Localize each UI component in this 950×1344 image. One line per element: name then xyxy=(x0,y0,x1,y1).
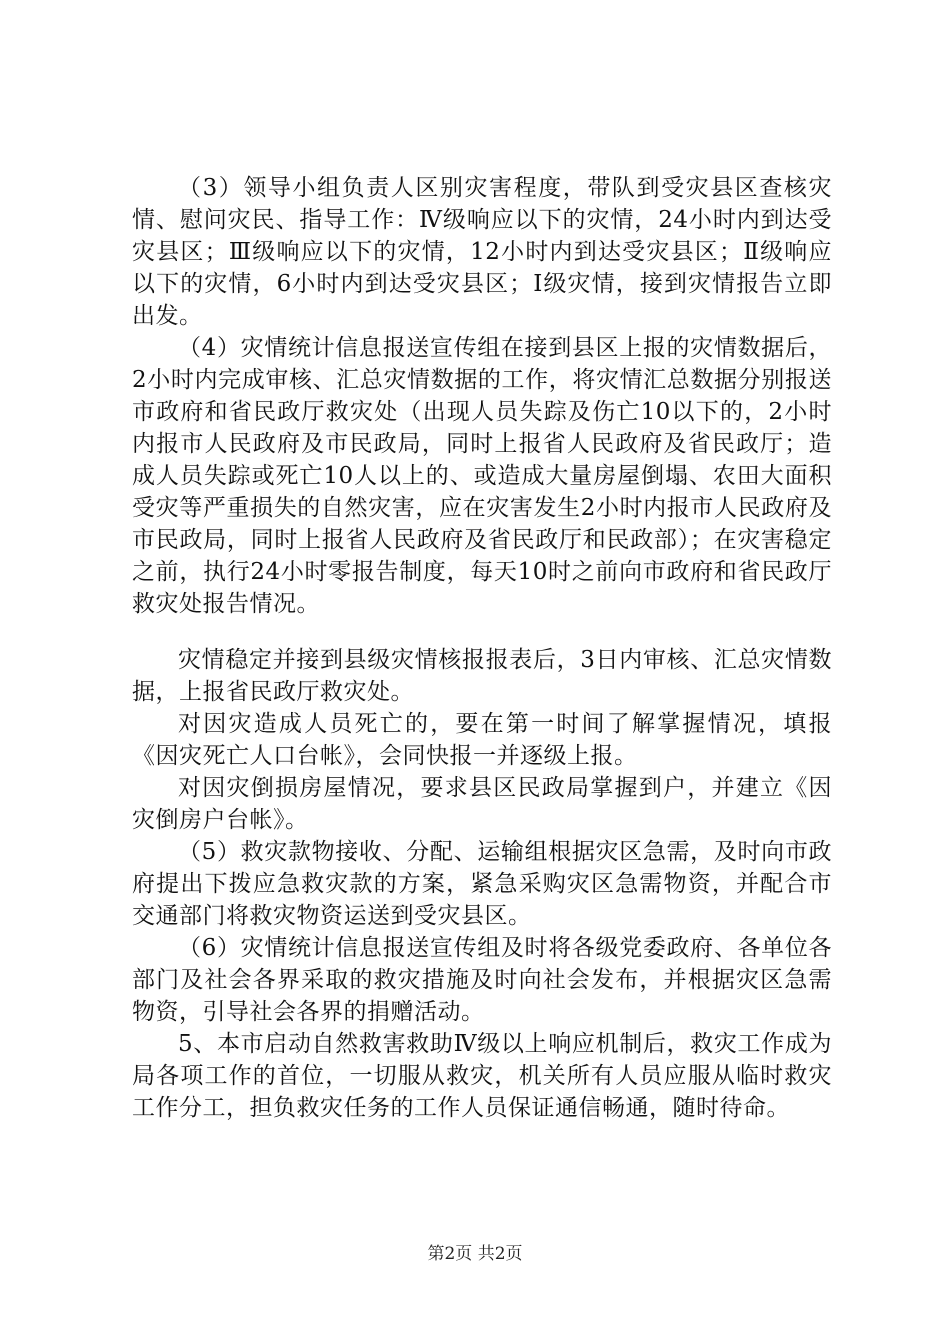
paragraph-death-ledger: 对因灾造成人员死亡的，要在第一时间了解掌握情况，填报《因灾死亡人口台帐》，会同快报一并逐级上报。 xyxy=(132,711,832,769)
paragraph-4: （4）灾情统计信息报送宣传组在接到县区上报的灾情数据后，2小时内完成审核、汇总灾情数据的工作，将灾情汇总数据分别报送市政府和省民政厅救灾处（出现人员失踪及伤亡10以下的，2小时内报市人民政府及市民政局，同时上报省人民政府及省民政厅；造成人员失踪或死亡10人以上的、或造成大量房屋倒塌、农田大面积受灾等严重损失的自然灾害，应在灾害发生2小时内报市人民政府及市民政局，同时上报省人民政府及省民政厅和民政部）；在灾害稳定之前，执行24小时零报告制度，每天10时之前向市政府和省民政厅救灾处报告情况。 xyxy=(132,335,832,617)
paragraph-house-ledger: 对因灾倒损房屋情况，要求县区民政局掌握到户，并建立《因灾倒房户台帐》。 xyxy=(132,775,832,833)
document-body xyxy=(132,172,832,1124)
page-footer: 第2页 共2页 xyxy=(427,1244,523,1264)
paragraph-6: （6）灾情统计信息报送宣传组及时将各级党委政府、各单位各部门及社会各界采取的救灾措施及时向社会发布，并根据灾区急需物资，引导社会各界的捐赠活动。 xyxy=(132,935,832,1025)
paragraph-disaster-stable: 灾情稳定并接到县级灾情核报报表后，3日内审核、汇总灾情数据，上报省民政厅救灾处。 xyxy=(132,647,832,705)
paragraph-5: （5）救灾款物接收、分配、运输组根据灾区急需，及时向市政府提出下拨应急救灾款的方案，紧急采购灾区急需物资，并配合市交通部门将救灾物资运送到受灾县区。 xyxy=(132,839,832,929)
paragraph-3: （3）领导小组负责人区别灾害程度，带队到受灾县区查核灾情、慰问灾民、指导工作：Ⅳ级响应以下的灾情，24小时内到达受灾县区；Ⅲ级响应以下的灾情，12小时内到达受灾县区；Ⅱ级响应以下的灾情，6小时内到达受灾县区；Ⅰ级灾情，接到灾情报告立即出发。 xyxy=(132,175,832,329)
paragraph-item-5: 5、本市启动自然救害救助Ⅳ级以上响应机制后，救灾工作成为局各项工作的首位，一切服从救灾，机关所有人员应服从临时救灾工作分工，担负救灾任务的工作人员保证通信畅通，随时待命。 xyxy=(132,1031,832,1121)
paragraph-gap xyxy=(132,620,832,644)
